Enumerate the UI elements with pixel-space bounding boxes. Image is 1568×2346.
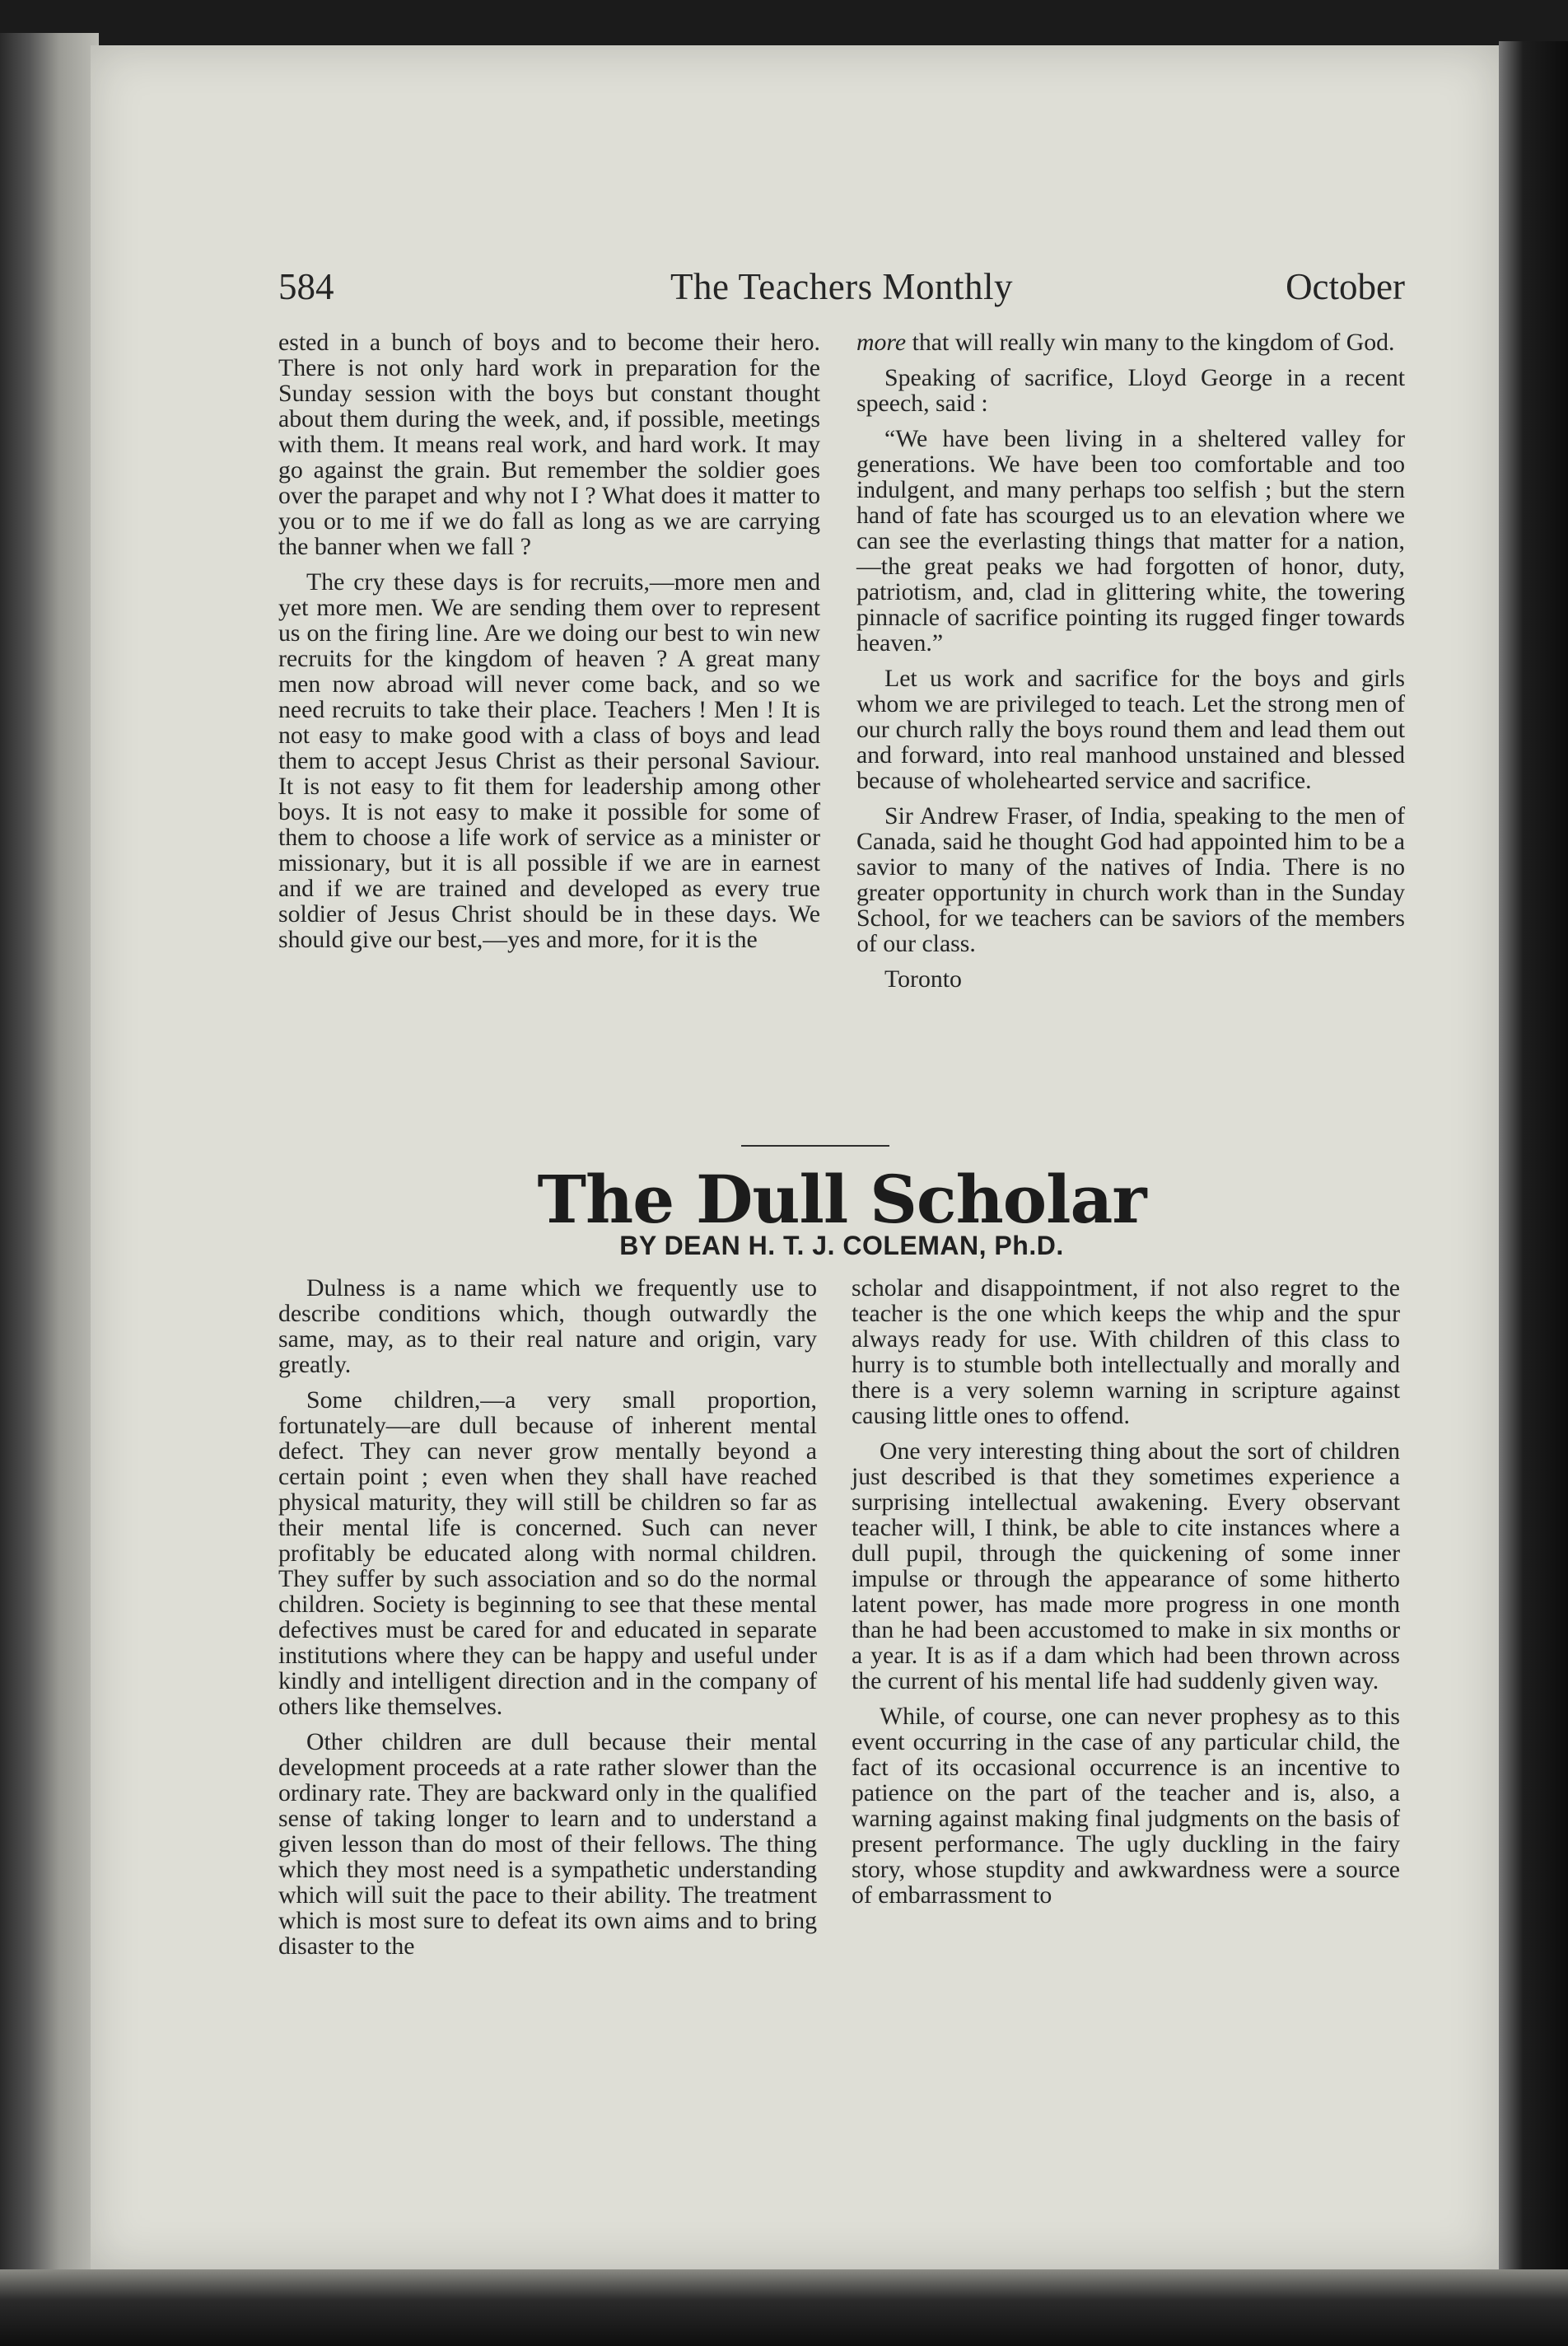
section-divider — [741, 1145, 889, 1147]
signature-location: Toronto — [884, 965, 962, 993]
top-right-column — [856, 329, 1405, 1120]
continuation-text: that will really win many to the kingdom of God. — [906, 329, 1395, 356]
journal-title: The Teachers Monthly — [670, 266, 1013, 307]
quotation: “We have been living in a sheltered valley for generations. We have been too comfortable and too indulgent, and many perhaps too selfish ; but the stern hand of fate has scourged us to an elevation where we can see the everlasting things that matter for a nation, —the great peaks we had forgotten of honor, duty, patriotism, and, clad in glittering white, the towering pinnacle of sacrifice pointing its rugged finger towards heaven.” — [856, 425, 1405, 657]
running-head — [278, 262, 1405, 311]
page-number: 584 — [278, 266, 334, 307]
article-right-column — [852, 1275, 1400, 2082]
paragraph: The cry these days is for recruits,—more men and yet more men. We are sending them over to represent us on the firing line. Are we doing our best to win new recruits for the kingdom of heaven ? A great many men now abroad will never come back, and so we need recruits to take their place. Teachers ! Men ! It is not easy to make good with a class of boys and lead them to accept Jesus Christ as their personal Saviour. It is not easy to fit them for leadership among other boys. It is not easy to make it possible for some of them to choose a life work of service as a minister or missionary, but it is all possible if we are in earnest and if we are trained and developed as every true soldier of Jesus Christ should be in these days. We should give our best,—yes and more, for it is the — [278, 568, 820, 953]
paragraph: scholar and disappointment, if not also regret to the teacher is the one which keeps the whip and the spur always ready for use. With children of this class to hurry is to stumble both intellectually and morally and there is a very solemn warning in scripture against causing little ones to offend. — [852, 1274, 1400, 1429]
paragraph: While, of course, one can never prophesy as to this event occurring in the case of any particular child, the fact of its occasional occurrence is an incentive to patience on the part of the teacher and is, also, a warning against making final judgments on the basis of present performance. The ugly duckling in the fairy story, whose stupdity and awkwardness were a source of embarrassment to — [852, 1703, 1400, 1909]
paragraph: Some children,—a very small proportion, fortunately—are dull because of inherent mental defect. They can never grow mentally beyond a certain point ; even when they shall have reached physical maturity, they will still be children so far as their mental life is concerned. Such can never profitably be educated along with normal children. They suffer by such association and so do the normal children. Society is beginning to see that these mental defectives must be cared for and educated in separate institutions where they can be happy and useful under kindly and intelligent direction and in the company of others like themselves. — [278, 1386, 817, 1720]
paragraph: Sir Andrew Fraser, of India, speaking to the men of Canada, said he thought God had appointed him to be a savior to many of the natives of India. There is no greater opportunity in church work than in the Sunday School, for we teachers can be saviors of the members of our class. — [856, 802, 1405, 957]
top-left-column — [278, 329, 820, 1120]
paragraph: Other children are dull because their mental development proceeds at a rate rather slower than the ordinary rate. They are backward only in the qualified sense of taking longer to learn and to understand a given lesson than do most of their fellows. The thing which they most need is a sympathetic understanding which will suit the pace to their ability. The treatment which is most sure to defeat its own aims and to bring disaster to the — [278, 1728, 817, 1960]
book-binding-left — [0, 33, 99, 2290]
paragraph: ested in a bunch of boys and to become their hero. There is not only hard work in preparation for the Sunday session with the boys but constant thought about them during the week, and, if possible, meetings with them. It means real work, and hard work. It may go against the grain. But remember the soldier goes over the parapet and why not I ? What does it matter to you or to me if we do fall as long as we are carrying the banner when we fall ? — [278, 329, 820, 560]
issue-month: October — [1286, 266, 1405, 307]
page-bottom-edge — [0, 2269, 1568, 2346]
paragraph: Dulness is a name which we frequently use to describe conditions which, though outwardly the same, may, as to their real nature and origin, vary greatly. — [278, 1274, 817, 1378]
italic-word: more — [856, 329, 907, 356]
paragraph: Speaking of sacrifice, Lloyd George in a recent speech, said : — [856, 364, 1405, 417]
article-byline: BY DEAN H. T. J. COLEMAN, Ph.D. — [619, 1231, 1064, 1260]
continuation-paragraph — [856, 329, 1405, 355]
paragraph: Let us work and sacrifice for the boys and girls whom we are privileged to teach. Let the strong men of our church rally the boys round them and lead them out and forward, into real manhood unstained and blessed because of wholehearted service and sacrifice. — [856, 665, 1405, 794]
article-title: The Dull Scholar — [537, 1161, 1146, 1238]
article-left-column — [278, 1275, 817, 2082]
paragraph: One very interesting thing about the sort of children just described is that they sometimes experience a surprising intellectual awakening. Every observant teacher will, I think, be able to cite instances where a dull pupil, through the quickening of some inner impulse or through the appearance of some hitherto latent power, has made more progress in one month than he had been accustomed to make in six months or a year. It is as if a dam which had been thrown across the current of his mental life had suddenly given way. — [852, 1437, 1400, 1694]
book-binding-right — [1499, 41, 1568, 2282]
